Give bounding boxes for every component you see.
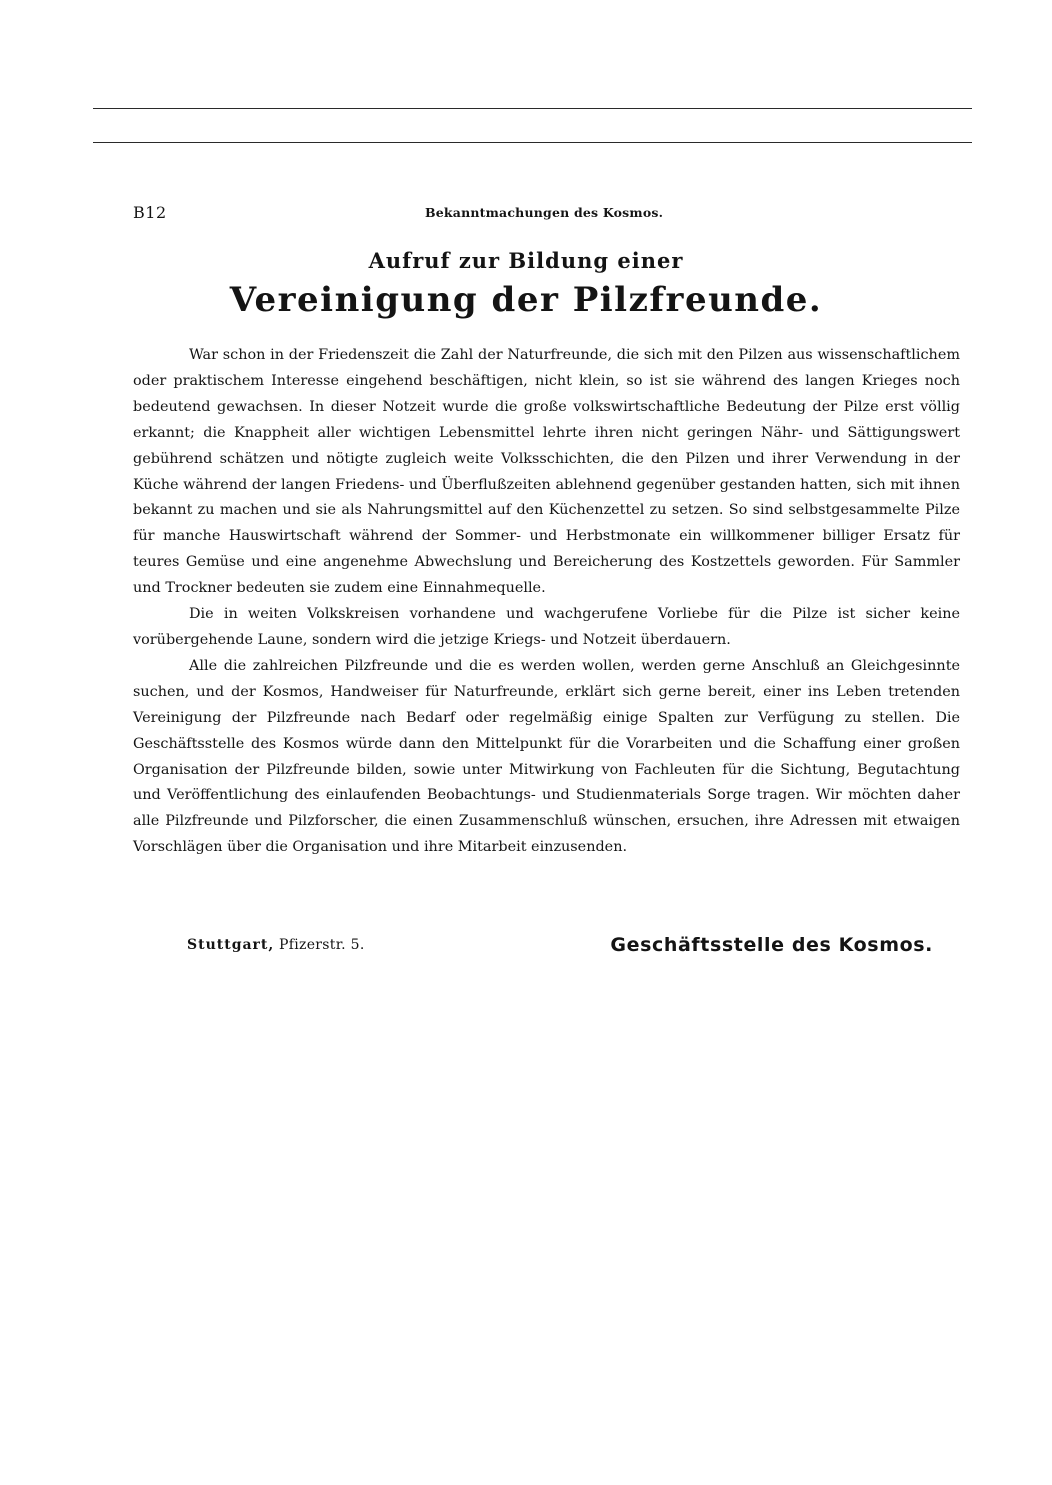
running-head: Bekanntmachungen des Kosmos. — [425, 205, 664, 220]
top-rule — [93, 108, 972, 109]
paragraph-3: Alle die zahlreichen Pilzfreunde und die es werden wollen, werden gerne Anschluß an Gleichgesinnte suchen, und der Kosmos, Handweiser für Naturfreunde, erklärt sich gerne bereit, einer ins Leben tretenden Vereinigung der Pilzfreunde nach Bedarf oder regelmäßig einige Spalten zur Verfügung zu stellen. Die Geschäftsstelle des Kosmos würde dann den Mittelpunkt für die Vorarbeiten und die Schaffung einer großen Organisation der Pilzfreunde bilden, sowie unter Mitwirkung von Fachleuten für die Sichtung, Begutachtung und Veröffentlichung des einlaufenden Beobachtungs- und Studienmaterials Sorge tragen. Wir möchten daher alle Pilzfreunde und Pilzforscher, die einen Zusammenschluß wünschen, ersuchen, ihre Adressen mit etwaigen Vorschlägen über die Organisation und ihre Mitarbeit einzusenden. — [133, 657, 960, 856]
signature-row — [133, 934, 933, 964]
title-line-1: Aufruf zur Bildung einer — [368, 248, 684, 273]
article-body — [133, 343, 960, 861]
street-address: Pfizerstr. 5. — [279, 937, 365, 953]
city: Stuttgart, — [187, 937, 275, 953]
page-header — [133, 203, 960, 227]
second-rule — [93, 142, 972, 143]
title-line-2: Vereinigung der Pilzfreunde. — [229, 280, 823, 320]
sender-signature: Geschäftsstelle des Kosmos. — [610, 934, 933, 956]
paragraph-2: Die in weiten Volkskreisen vorhandene und wachgerufene Vorliebe für die Pilze ist sicher keine vorübergehende Laune, sondern wird die jetzige Kriegs- und Notzeit überdauern. — [133, 606, 960, 648]
place-line — [187, 937, 365, 953]
page-number: B12 — [133, 203, 167, 222]
paragraph-1: War schon in der Friedenszeit die Zahl der Naturfreunde, die sich mit den Pilzen aus wissenschaftlichem oder praktischem Interesse eingehend beschäftigen, nicht klein, so ist sie während des langen Krieges noch bedeutend gewachsen. In dieser Notzeit wurde die große volkswirtschaftliche Bedeutung der Pilze erst völlig erkannt; die Knappheit aller wichtigen Lebensmittel lehrte ihren nicht geringen Nähr- und Sättigungswert gebührend schätzen und nötigte zugleich weite Volksschichten, die den Pilzen und ihrer Verwendung in der Küche während der langen Friedens- und Überflußzeiten ablehnend gegenüber gestanden hatten, sich mit ihnen bekannt zu machen und sie als Nahrungsmittel auf den Küchenzettel zu setzen. So sind selbstgesammelte Pilze für manche Hauswirtschaft während der Sommer- und Herbstmonate ein willkommener billiger Ersatz für teures Gemüse und eine angenehme Abwechslung und Bereicherung des Kostzettels geworden. Für Sammler und Trockner bedeuten sie zudem eine Einnahmequelle. — [133, 347, 960, 597]
